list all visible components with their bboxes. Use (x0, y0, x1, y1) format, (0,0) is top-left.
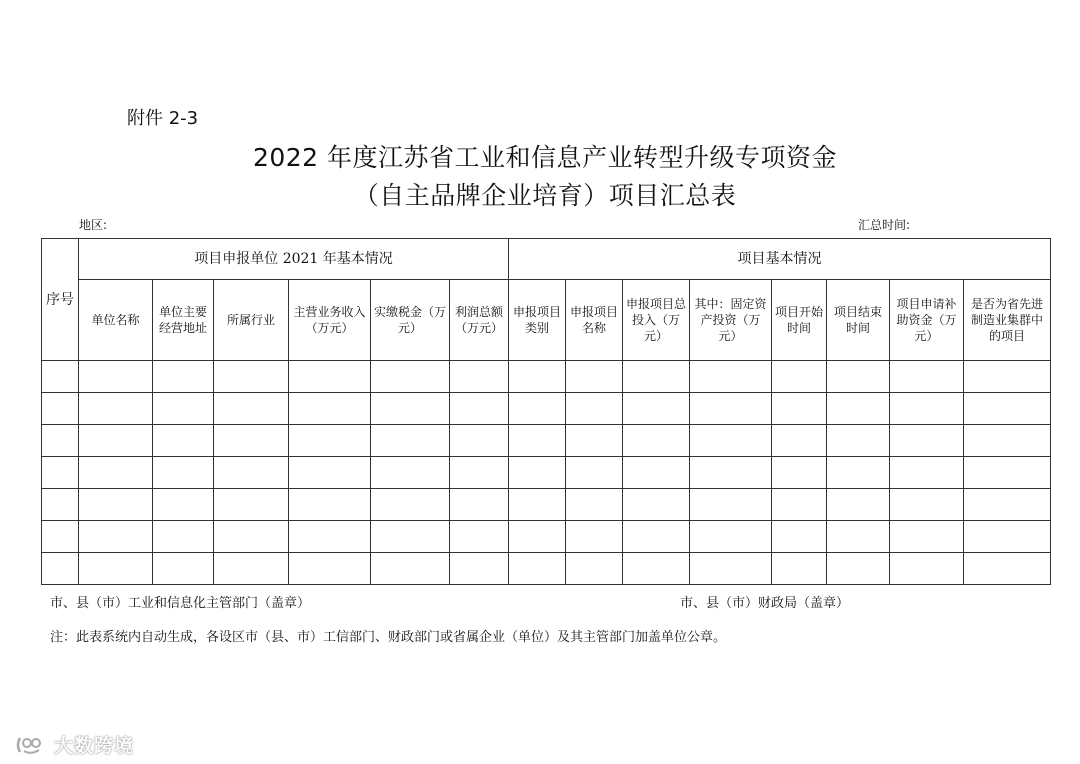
document-title-line2: （自主品牌企业培育）项目汇总表 (353, 181, 737, 210)
table-cell (772, 521, 827, 553)
table-cell (890, 425, 964, 457)
table-cell (690, 457, 772, 489)
table-row (42, 425, 1051, 457)
table-cell (623, 553, 690, 585)
table-cell (371, 393, 450, 425)
table-cell (772, 489, 827, 521)
table-row (42, 521, 1051, 553)
table-cell (566, 489, 623, 521)
table-cell (214, 457, 289, 489)
table-cell (566, 553, 623, 585)
column-header: 项目申请补助资金（万元） (890, 280, 964, 361)
table-cell (153, 457, 214, 489)
column-header: 项目结束时间 (827, 280, 890, 361)
table-cell (79, 361, 153, 393)
table-cell (623, 457, 690, 489)
table-cell (79, 457, 153, 489)
table-cell (566, 393, 623, 425)
table-cell (890, 361, 964, 393)
table-cell (772, 425, 827, 457)
table-cell (566, 457, 623, 489)
table-cell (42, 521, 79, 553)
table-row (42, 489, 1051, 521)
table-cell (450, 553, 509, 585)
table-cell (153, 489, 214, 521)
table-cell (153, 361, 214, 393)
table-cell (371, 553, 450, 585)
table-cell (827, 457, 890, 489)
watermark (14, 731, 134, 758)
table-cell (214, 361, 289, 393)
table-cell (827, 425, 890, 457)
table-cell (509, 393, 566, 425)
table-cell (214, 425, 289, 457)
column-header: 其中：固定资产投资（万元） (690, 280, 772, 361)
table-cell (214, 521, 289, 553)
table-cell (964, 361, 1051, 393)
region-label: 地区: (79, 218, 108, 232)
table-cell (890, 393, 964, 425)
column-header: 单位主要经营地址 (153, 280, 214, 361)
column-header: 项目开始时间 (772, 280, 827, 361)
table-cell (153, 425, 214, 457)
table-cell (623, 521, 690, 553)
table-cell (289, 457, 371, 489)
table-row (42, 553, 1051, 585)
table-cell (690, 553, 772, 585)
table-cell (772, 361, 827, 393)
table-cell (42, 393, 79, 425)
seal-label-industry-dept: 市、县（市）工业和信息化主管部门（盖章） (50, 596, 311, 611)
column-header: 所属行业 (214, 280, 289, 361)
column-header: 利润总额（万元） (450, 280, 509, 361)
table-cell (890, 457, 964, 489)
table-cell (566, 361, 623, 393)
table-cell (371, 361, 450, 393)
table-cell (371, 425, 450, 457)
table-cell (964, 521, 1051, 553)
table-cell (964, 457, 1051, 489)
table-cell (450, 425, 509, 457)
table-cell (450, 393, 509, 425)
table-cell (450, 521, 509, 553)
table-cell (509, 489, 566, 521)
table-cell (623, 425, 690, 457)
document-title-line1: 2022 年度江苏省工业和信息产业转型升级专项资金 (252, 143, 838, 172)
table-cell (772, 457, 827, 489)
table-cell (289, 425, 371, 457)
table-cell (153, 393, 214, 425)
table-cell (566, 425, 623, 457)
table-cell (289, 393, 371, 425)
table-cell (42, 425, 79, 457)
table-cell (450, 457, 509, 489)
table-cell (827, 393, 890, 425)
watermark-text: 大数跨境 (54, 735, 135, 757)
seq-header: 序号 (42, 239, 79, 361)
table-cell (964, 393, 1051, 425)
table-cell (79, 521, 153, 553)
table-cell (214, 553, 289, 585)
table-cell (509, 521, 566, 553)
table-cell (690, 361, 772, 393)
table-cell (964, 489, 1051, 521)
table-cell (509, 553, 566, 585)
table-cell (566, 521, 623, 553)
table-row (42, 361, 1051, 393)
table-row (42, 457, 1051, 489)
table-cell (772, 553, 827, 585)
table-cell (690, 489, 772, 521)
table-cell (827, 361, 890, 393)
summary-table (41, 238, 1051, 585)
table-cell (690, 393, 772, 425)
table-cell (79, 489, 153, 521)
table-cell (827, 553, 890, 585)
table-cell (623, 361, 690, 393)
table-cell (79, 393, 153, 425)
table-cell (964, 425, 1051, 457)
column-header: 申报项目总投入（万元） (623, 280, 690, 361)
table-cell (289, 521, 371, 553)
table-cell (42, 489, 79, 521)
table-cell (890, 553, 964, 585)
table-cell (79, 553, 153, 585)
table-cell (509, 361, 566, 393)
seal-label-finance-bureau: 市、县（市）财政局（盖章） (680, 596, 850, 611)
table-cell (772, 393, 827, 425)
table-cell (371, 521, 450, 553)
table-cell (450, 361, 509, 393)
table-cell (890, 489, 964, 521)
table-cell (623, 489, 690, 521)
group-header-project-info: 项目基本情况 (509, 239, 1051, 280)
table-cell (690, 521, 772, 553)
table-cell (827, 489, 890, 521)
table-cell (690, 425, 772, 457)
watermark-logo-icon (14, 734, 48, 756)
column-header: 是否为省先进制造业集群中的项目 (964, 280, 1051, 361)
table-cell (371, 457, 450, 489)
table-cell (289, 489, 371, 521)
table-cell (42, 553, 79, 585)
table-cell (964, 553, 1051, 585)
table-cell (153, 521, 214, 553)
table-cell (509, 457, 566, 489)
table-cell (623, 393, 690, 425)
table-cell (827, 521, 890, 553)
table-cell (79, 425, 153, 457)
column-header: 单位名称 (79, 280, 153, 361)
table-cell (890, 521, 964, 553)
column-header: 实缴税金（万元） (371, 280, 450, 361)
summary-time-label: 汇总时间: (858, 218, 911, 232)
group-header-unit-info: 项目申报单位 2021 年基本情况 (79, 239, 509, 280)
table-cell (214, 489, 289, 521)
table-cell (42, 457, 79, 489)
table-note: 注：此表系统内自动生成，各设区市（县、市）工信部门、财政部门或省属企业（单位）及其主管部门加盖单位公章。 (50, 630, 727, 645)
column-header: 主营业务收入（万元） (289, 280, 371, 361)
table-cell (289, 553, 371, 585)
table-cell (153, 553, 214, 585)
table-cell (450, 489, 509, 521)
attachment-label: 附件 2-3 (127, 108, 199, 129)
column-header: 申报项目名称 (566, 280, 623, 361)
table-cell (289, 361, 371, 393)
table-row (42, 393, 1051, 425)
table-cell (42, 361, 79, 393)
table-cell (214, 393, 289, 425)
table-cell (509, 425, 566, 457)
table-cell (371, 489, 450, 521)
column-header: 申报项目类别 (509, 280, 566, 361)
